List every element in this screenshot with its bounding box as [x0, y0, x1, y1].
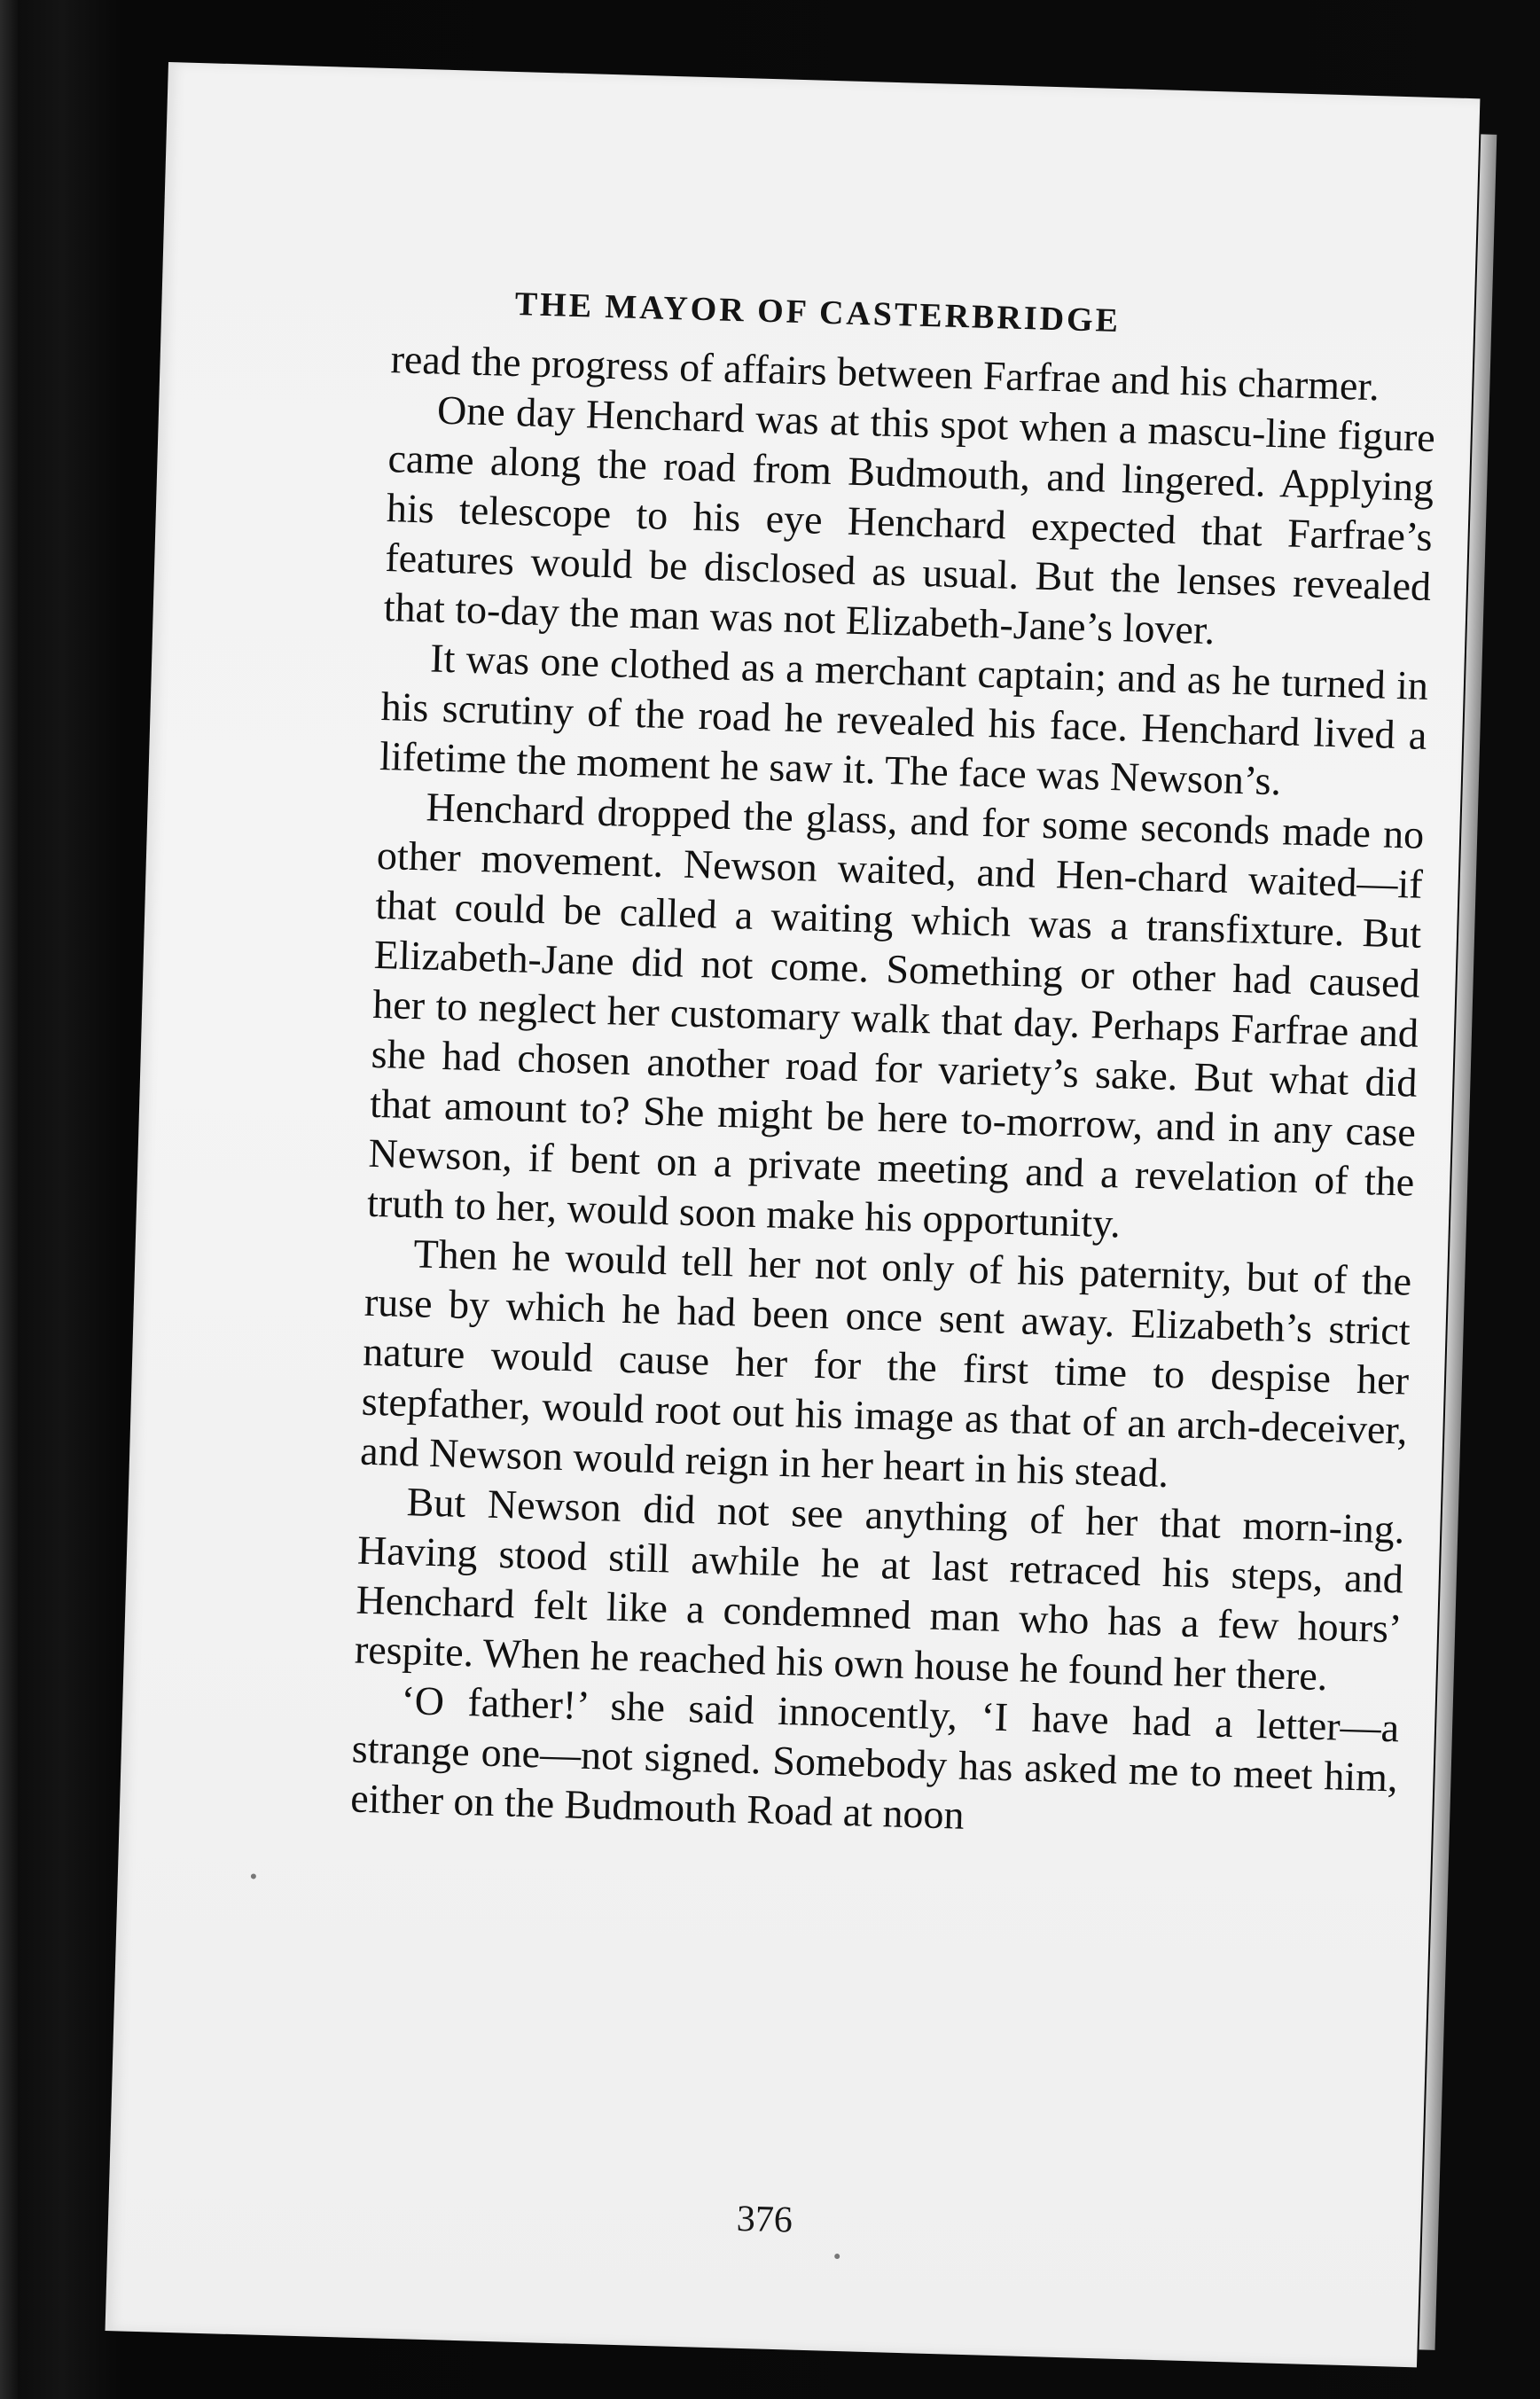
book-page — [106, 62, 1481, 2367]
book-binding-edge — [0, 0, 18, 2399]
paragraph-7: ‘O father!’ she said innocently, ‘I have had a letter—a strange one—not signed. Somebody has asked me to meet him, either on the Budmouth Road at noon — [349, 1677, 1400, 1838]
paragraph-2: One day Henchard was at this spot when a mascu-line figure came along the road from Budmouth, and lingered. Applying his telescope to his eye Henchard expected that Farfrae’s features would be disclosed as usual. But the lenses revealed that to-day the man was not Elizabeth-Jane’s lover. — [383, 387, 1436, 653]
running-head: THE MAYOR OF CASTERBRIDGE — [514, 285, 1122, 340]
dust-speck — [834, 2254, 840, 2259]
paragraph-3: It was one clothed as a merchant captain; and as he turned in his scrutiny of the road he revealed his face. Henchard lived a lifetime the moment he saw it. The face was Newson’s. — [379, 635, 1429, 804]
paragraph-1: read the progress of affairs between Farfrae and his charmer. — [390, 336, 1380, 410]
page-number: 376 — [736, 2198, 793, 2241]
paragraph-5: Then he would tell her not only of his paternity, but of the ruse by which he had been once sent away. Elizabeth’s strict nature would cause her for the first time to despise her stepfather, would root out his image as that of an arch-deceiver, and Newson would reign in her heart in his stead. — [359, 1231, 1412, 1496]
paragraph-4: Henchard dropped the glass, and for some seconds made no other movement. Newson waited, and Hen-chard waited—if that could be called a waiting which was a transfixture. But Elizabeth-Jane did not come. Something or other had caused her to neglect her customary walk that day. Perhaps Farfrae and she had chosen another road for variety’s sake. But what did that amount to? She might be here to-morrow, and in any case Newson, if bent on a private meeting and a revelation of the truth to her, would soon make his opportunity. — [366, 784, 1425, 1246]
body-text — [350, 334, 1437, 1852]
dust-speck — [251, 1873, 256, 1879]
paragraph-6: But Newson did not see anything of her that morn-ing. Having stood still awhile he at last retraced his steps, and Henchard felt like a condemned man who has a few hours’ respite. When he reached his own house he found her there. — [354, 1479, 1406, 1700]
